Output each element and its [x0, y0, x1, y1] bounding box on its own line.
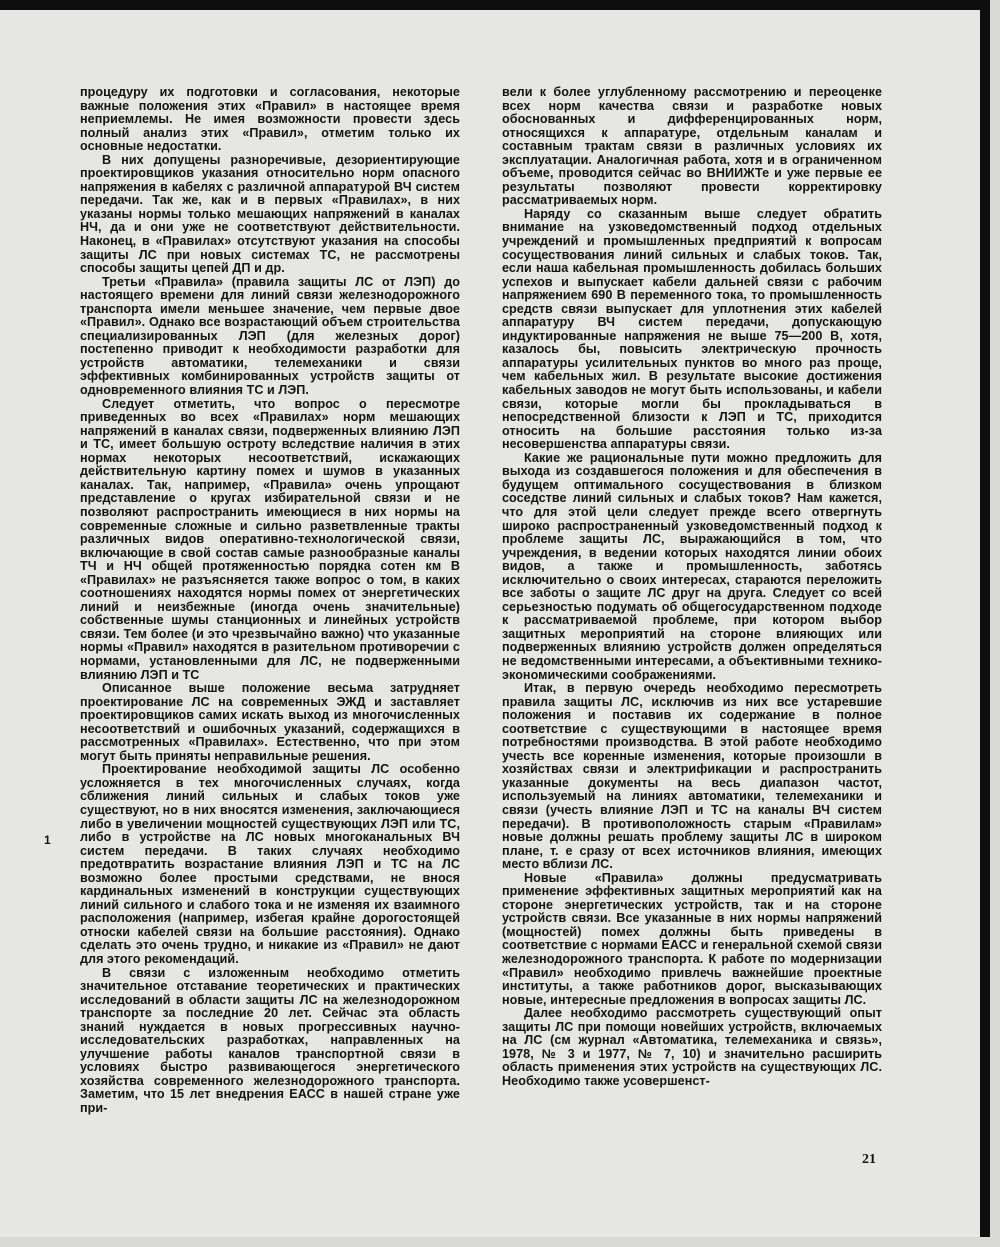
- paragraph: Третьи «Правила» (правила защиты ЛС от ЛЭП) до настоящего времени для линий связи железнодорожного транспорта имели меньшее значение, чем первые двое «Правил». Однако все возрастающий объем строительства специализированных ЛЭП (для железных дорог) постепенно приводит к необходимости разработки для устройств автоматики, телемеханики и связи эффективных комбинированных устройств защиты от одновременного влияния ТС и ЛЭП.: [80, 274, 460, 398]
- paragraph: Далее необходимо рассмотреть существующий опыт защиты ЛС при помощи новейших устройств, включаемых на ЛС (см журнал «Автоматика, телемеханика и связь», 1978, № 3 и 1977, № 7, 10) и значительно расширить область применения этих устройств на существующих ЛС. Необходимо также усовершенст-: [502, 1006, 882, 1088]
- right-column: [502, 86, 882, 1088]
- paragraph: В связи с изложенным необходимо отметить значительное отставание теоретических и практических исследований в области защиты ЛС на железнодорожном транспорте за последние 20 лет. Сейчас эта область знаний нуждается в новых прогрессивных научно-исследовательских разработках, направленных на улучшение работы каналов транспортной связи в условиях быстро развивающегося энергетического хозяйства современного железнодорожного транспорта. Заметим, что 15 лет внедрения ЕАСС в нашей стране уже при-: [80, 965, 460, 1116]
- paragraph: Какие же рациональные пути можно предложить для выхода из создавшегося положения и для обеспечения в будущем оптимального сосуществования в близком соседстве линий сильных и слабых токов? Нам кажется, что для этой цели следует прежде всего отвергнуть широко распространенный узковедомственный подход к проблеме защиты ЛС, выражающийся в том, что учреждения, в ведении которых находятся линии обоих видов, а также и промышленность, заботясь исключительно о своих интересах, стараются переложить все заботы о защите ЛС друг на друга. Следует со всей серьезностью подумать об общегосударственном подходе к рассматриваемой проблеме, при котором выбор защитных мероприятий на стороне влияющих или подверженных влиянию устройств должен определяться не ведомственными интересами, а объективными технико-экономическими соображениями.: [502, 450, 882, 682]
- paragraph: процедуру их подготовки и согласования, некоторые важные положения этих «Правил» в настоящее время неприемлемы. Не имея возможности провести здесь полный анализ этих «Правил», отметим только их основные недостатки.: [80, 85, 460, 154]
- page-number: 21: [862, 1152, 876, 1167]
- margin-mark: 1: [44, 833, 51, 847]
- paragraph: Описанное выше положение весьма затрудняет проектирование ЛС на современных ЭЖД и заставляет проектировщиков самих искать выход из многочисленных несоответствий и ошибочных указаний, содержащихся в рассмотренных «Правилах». Естественно, что при этом могут быть приняты неправильные решения.: [80, 681, 460, 763]
- paragraph: В них допущены разноречивые, дезориентирующие проектировщиков указания относительно норм опасного напряжения в кабелях с различной аппаратурой ВЧ систем передачи. Так же, как и в первых «Правилах», в них указаны нормы только мешающих напряжений в каналах НЧ, да и они уже не соответствуют действительности. Наконец, в «Правилах» отсутствуют указания на способы защиты ЛС при новых системах ТС, не рассмотрены способы защиты цепей ДП и др.: [80, 152, 460, 276]
- left-column: [80, 86, 460, 1116]
- paragraph: вели к более углубленному рассмотрению и переоценке всех норм качества связи и разработке новых обоснованных и дифференцированных норм, относящихся к аппаратуре, отдельным каналам и составным трактам связи в различных условиях их эксплуатации. Аналогичная работа, хотя и в ограниченном объеме, проводится сейчас во ВНИИЖТе и уже первые ее результаты позволяют провести корректировку рассматриваемых норм.: [502, 85, 882, 208]
- paragraph: Новые «Правила» должны предусматривать применение эффективных защитных мероприятий как на стороне энергетических устройств, так и на стороне устройств связи. Все указанные в них нормы напряжений (мощностей) помех должны быть приведены в соответствие с нормами ЕАСС и генеральной схемой связи железнодорожного транспорта. К работе по модернизации «Правил» необходимо привлечь важнейшие проектные институты, а также работников дорог, высказывающих новые, интересные предложения в вопросах защиты ЛС.: [502, 870, 882, 1007]
- paragraph: Итак, в первую очередь необходимо пересмотреть правила защиты ЛС, исключив из них все устаревшие положения и поставив их содержание в полное соответствие с существующими в настоящее время потребностями производства. В этой работе необходимо учесть все коренные изменения, которые произошли в хозяйствах связи и электрификации и распространить указанные документы на весь диапазон частот, используемый на линиях автоматики, телемеханики и связи (учесть влияние ЛЭП и ТС на каналы ВЧ систем передачи). В противоположность старым «Правилам» новые должны решать проблему защиты ЛС в широком плане, т. е сразу от всех источников влияния, имеющих место вблизи ЛС.: [502, 681, 882, 872]
- paragraph: Проектирование необходимой защиты ЛС особенно усложняется в тех многочисленных случаях, когда сближения линий сильных и слабых токов уже существуют, но в них вносятся изменения, заключающиеся либо в увеличении мощностей существующих ЛЭП или ТС, либо в устройстве на ЛС новых многоканальных ВЧ систем передачи. В таких случаях необходимо предотвратить возрастание влияния ЛЭП и ТС на ЛС возможно более простыми средствами, не внося кардинальных изменений в конструкции существующих линий сильного и слабого тока и не изменяя их взаимного расположения (например, избегая крайне дорогостоящей относки кабелей связи на большие расстояния). Однако сделать это очень трудно, и никакие из «Правил» не дают для этого рекомендаций.: [80, 762, 460, 966]
- paragraph: Наряду со сказанным выше следует обратить внимание на узковедомственный подход отдельных учреждений и промышленных предприятий к вопросам сосуществования линий сильных и слабых токов. Так, если наша кабельная промышленность добилась больших успехов и выпускает кабели дальней связи с рабочим напряжением 690 В переменного тока, то промышленность средств связи выпускает для уплотнения этих кабелей аппаратуру ВЧ систем передачи, допускающую индуктированные напряжения не выше 75—200 В, хотя, казалось бы, повысить электрическую прочность аппаратуры усилительных пунктов во много раз проще, чем кабельных жил. В результате высокие достижения кабельных заводов не могут быть использованы, и кабели связи, которые могли бы прокладываться в непосредственной близости к ЛЭП и ТС, приходится относить на большие расстояния только из-за несовершенства аппаратуры связи.: [502, 206, 882, 452]
- paragraph: Следует отметить, что вопрос о пересмотре приведенных во всех «Правилах» норм мешающих напряжений в каналах связи, подверженных влиянию ЛЭП и ТС, имеет большую остроту вследствие наличия в этих нормах некоторых несоответствий, искажающих действительную картину помех и шумов в указанных каналах. Так, например, «Правила» очень упрощают представление о кругах избирательной связи и не позволяют распространить имеющиеся в них нормы на современные сложные и сильно разветвленные тракты различных видов оперативно-технологической связи, включающие в свой состав самые разнообразные каналы ТЧ и НЧ общей протяженностью порядка сотен км В «Правилах» не разъясняется также вопрос о том, в каких соотношениях находятся нормы помех от энергетических линий и неизбежные (иногда очень значительные) собственные шумы станционных и линейных устройств связи. Тем более (и это чрезвычайно важно) что указанные нормы «Правил» находятся в разительном противоречии с нормами, установленными для ЛС, не подверженными влиянию ЛЭП и ТС: [80, 396, 460, 682]
